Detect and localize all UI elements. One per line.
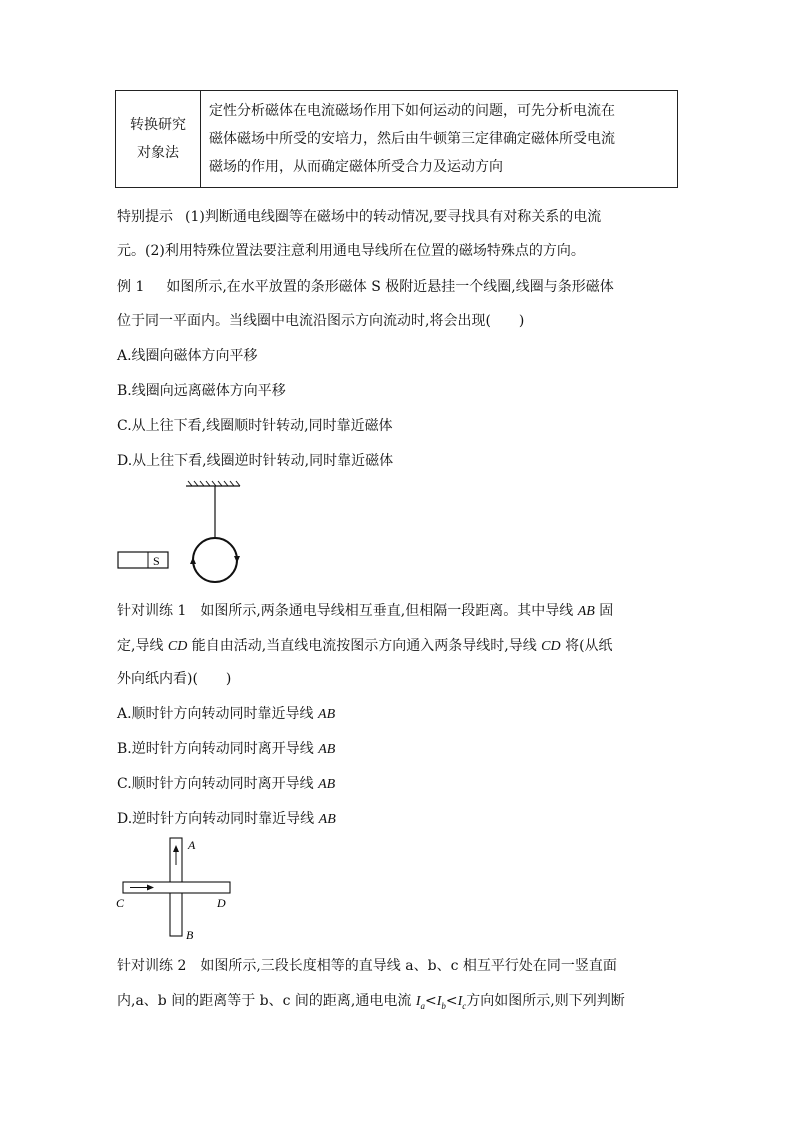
magnet-s-pole-label: S [153,554,160,568]
training1-line1 [117,601,613,622]
training2-line2 [117,991,625,1016]
example1-option-a: A.线圈向磁体方向平移 [117,348,258,364]
wire-cd-ref: CD [167,639,188,654]
training1-option-c [117,774,335,795]
sub-c: c [462,1000,467,1011]
training1-label: 针对训练 1 [117,603,187,619]
method-name-line2: 对象法 [137,145,179,161]
option-c-wire: AB [318,777,336,792]
training1-option-b [117,739,335,760]
example1-label: 例 1 [117,279,145,295]
training1-line3: 外向纸内看)( ) [117,671,232,687]
training1-text-2c: 将(从纸 [560,638,613,654]
option-b-text: B.逆时针方向转动同时离开导线 [117,741,319,757]
current-ic: I [457,994,463,1009]
example1-option-b: B.线圈向远离磁体方向平移 [117,383,286,399]
wire-ab-ref: AB [577,604,595,619]
tip-line1 [117,207,601,227]
example1-text-1: 如图所示,在水平放置的条形磁体 S 极附近悬挂一个线圈,线圈与条形磁体 [166,279,614,295]
option-d-text: D.逆时针方向转动同时靠近导线 [117,811,319,827]
coil-loop [193,538,237,582]
option-a-text: A.顺时针方向转动同时靠近导线 [117,706,319,722]
example1-option-c: C.从上往下看,线圈顺时针转动,同时靠近磁体 [117,418,393,434]
lt-2: < [445,993,458,1009]
option-d-wire: AB [318,812,336,827]
training1-text-2a: 定,导线 [117,638,168,654]
lt-1: < [424,993,437,1009]
option-c-text: C.顺时针方向转动同时离开导线 [117,776,319,792]
training1-option-d [117,809,336,830]
training1-line2 [117,636,613,657]
method-name-cell [116,91,201,188]
training1-text-1a: 如图所示,两条通电导线相互垂直,但相隔一段距离。其中导线 [200,603,578,619]
current-arrow-left [190,557,196,564]
sub-a: a [420,1000,425,1011]
training2-label: 针对训练 2 [117,958,187,974]
method-table [115,90,678,188]
method-description-cell [201,91,678,188]
bar-magnet [118,552,168,568]
method-desc-line2: 磁体磁场中所受的安培力，然后由牛顿第三定律确定磁体所受电流 [209,131,615,147]
example1-line2: 位于同一平面内。当线圈中电流沿图示方向流动时,将会出现( ) [117,313,525,329]
method-name-line1: 转换研究 [130,117,186,133]
training1-text-1b: 固 [594,603,614,619]
wire-cd-ref-2: CD [541,639,561,654]
training2-text-2b: 方向如图所示,则下列判断 [466,993,625,1009]
training2-text-1: 如图所示,三段长度相等的直导线 a、b、c 相互平行处在同一竖直面 [200,958,617,974]
tip-label: 特别提示 [117,209,173,225]
example1-line1 [117,277,614,297]
tip-text-1: (1)判断通电线圈等在磁场中的转动情况,要寻找具有对称关系的电流 [185,209,602,225]
label-b: B [186,928,194,942]
option-b-wire: AB [318,742,336,757]
current-ia: I [415,994,421,1009]
training2-line1 [117,956,617,976]
training1-text-2b: 能自由活动,当直线电流按图示方向通入两条导线时,导线 [187,638,542,654]
magnet-coil-diagram [110,478,250,588]
example1-option-d: D.从上往下看,线圈逆时针转动,同时靠近磁体 [117,453,394,469]
current-arrow-right [234,556,240,563]
sub-b: b [441,1000,446,1011]
ceiling-hatch [186,481,240,486]
label-c: C [116,896,125,910]
crossed-wires-diagram [110,835,250,945]
option-a-wire: AB [318,707,336,722]
method-desc-line1: 定性分析磁体在电流磁场作用下如何运动的问题，可先分析电流在 [209,103,615,119]
method-desc-line3: 磁场的作用，从而确定磁体所受合力及运动方向 [209,159,503,175]
tip-line2: 元。(2)利用特殊位置法要注意利用通电导线所在位置的磁场特殊点的方向。 [117,243,585,259]
training2-text-2a: 内,a、b 间的距离等于 b、c 间的距离,通电电流 [117,993,416,1009]
training1-option-a [117,704,335,725]
current-ib: I [436,994,442,1009]
label-a: A [188,838,196,852]
label-d: D [217,896,226,910]
